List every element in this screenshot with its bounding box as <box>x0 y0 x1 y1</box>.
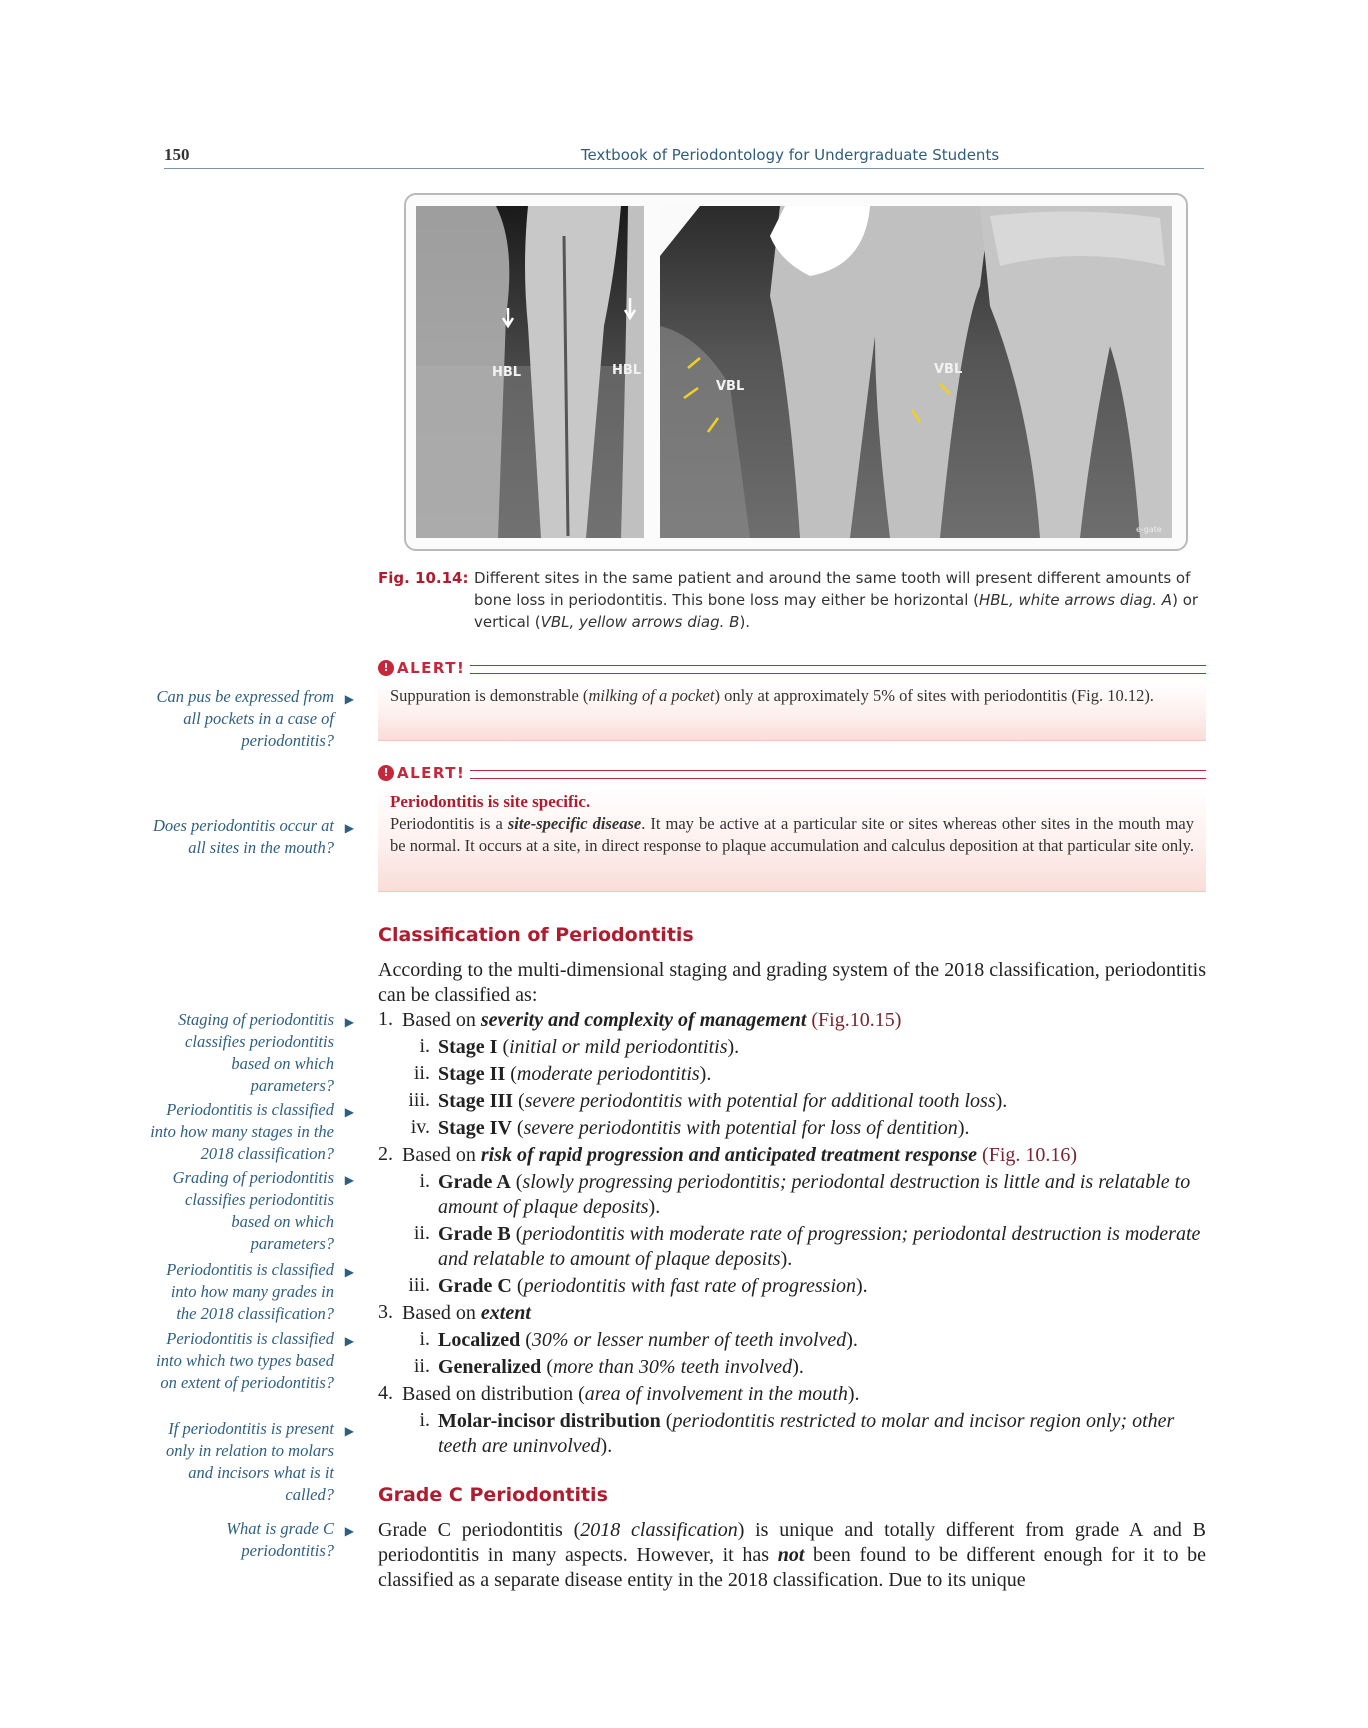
caption-italic: HBL, white arrows diag. A <box>979 591 1173 609</box>
margin-note: Staging of periodontitis classifies periodontitis based on which parameters? ▶ <box>178 1010 354 1095</box>
margin-note: Periodontitis is classified into how many stages in the 2018 classification? ▶ <box>150 1100 354 1163</box>
sub-item: Stage III (severe periodontitis with potential for additional tooth loss). <box>438 1090 1008 1112</box>
triangle-right-icon: ▶ <box>344 692 354 706</box>
margin-note: Grading of periodontitis classifies periodontitis based on which parameters? ▶ <box>172 1168 354 1253</box>
alert-icon: ! <box>378 765 394 781</box>
alert-header <box>378 763 1206 783</box>
alert-title: Periodontitis is site specific. <box>390 792 591 811</box>
sub-numeral: iii. <box>408 1274 430 1296</box>
triangle-right-icon: ▶ <box>344 1105 354 1119</box>
xray-a-label-1: HBL <box>492 365 522 380</box>
alert-italic: milking of a pocket <box>588 686 715 705</box>
sub-item: Grade A (slowly progressing periodontitis; periodontal destruction is little and is relatable to amount of plaque deposits). <box>438 1171 1191 1218</box>
alert-box-site-specific <box>378 788 1206 892</box>
page-number: 150 <box>164 145 190 164</box>
sub-numeral: i. <box>419 1328 430 1350</box>
triangle-right-icon: ▶ <box>344 1265 354 1279</box>
radiograph-a-image <box>416 206 644 538</box>
caption-italic: VBL, yellow arrows diag. B <box>540 613 740 631</box>
radiograph-a <box>416 206 644 538</box>
sub-numeral: ii. <box>413 1062 430 1084</box>
list-number: 1. <box>378 1008 393 1030</box>
margin-note: Can pus be expressed from all pockets in a case of periodontitis? ▶ <box>156 687 354 750</box>
caption-text: ). <box>739 613 751 631</box>
alert-box-suppuration <box>378 682 1206 741</box>
xray-b-corner-mark: e-gate <box>1136 525 1162 534</box>
alert-icon: ! <box>378 660 394 676</box>
triangle-right-icon: ▶ <box>344 1334 354 1348</box>
xray-b-label-2: VBL <box>934 362 963 377</box>
margin-note: Does periodontitis occur at all sites in the mouth? ▶ <box>152 816 354 857</box>
sub-numeral: i. <box>419 1170 430 1192</box>
triangle-right-icon: ▶ <box>344 1015 354 1029</box>
triangle-right-icon: ▶ <box>344 1424 354 1438</box>
triangle-right-icon: ▶ <box>344 821 354 835</box>
list-item: Based on severity and complexity of management (Fig.10.15) <box>402 1009 902 1031</box>
sub-item: Localized (30% or lesser number of teeth involved). <box>438 1329 858 1351</box>
figure-caption <box>378 567 1206 633</box>
list-item: Based on distribution (area of involvement in the mouth). <box>402 1383 860 1405</box>
triangle-right-icon: ▶ <box>344 1524 354 1538</box>
list-number: 4. <box>378 1382 393 1404</box>
radiograph-b <box>660 206 1172 538</box>
xray-b-label-1: VBL <box>716 379 745 394</box>
triangle-right-icon: ▶ <box>344 1173 354 1187</box>
figure-frame <box>404 193 1188 551</box>
section-heading: Grade C Periodontitis <box>378 1484 608 1506</box>
alert-text: . It may be active at a particular site or sites whereas other sites in the mouth may be normal. It occurs at a site, in direct response to plaque accumulation and calculus deposition at that particular site only. <box>390 814 1194 855</box>
sub-item: Stage IV (severe periodontitis with potential for loss of dentition). <box>438 1117 970 1139</box>
sub-numeral: i. <box>419 1035 430 1057</box>
grade-c-paragraph: Grade C periodontitis (2018 classification) is unique and totally different from grade A and B periodontitis in many aspects. However, it has not been found to be different enough for it to be classified as a separate disease entity in the 2018 classification. Due to its unique <box>378 1519 1207 1591</box>
list-item: Based on extent <box>402 1302 531 1324</box>
margin-note: Periodontitis is classified into which two types based on extent of periodontitis? ▶ <box>156 1329 354 1392</box>
caption-text: Different sites in the same patient and around the same tooth will present different amounts of bone loss in periodontitis. This bone loss may either be horizontal ( <box>474 569 1191 609</box>
sub-item: Molar-incisor distribution (periodontitis restricted to molar and incisor region only; other teeth are uninvolved). <box>438 1410 1175 1457</box>
caption-text: ) or vertical ( <box>474 591 1199 631</box>
sub-numeral: ii. <box>413 1355 430 1377</box>
list-number: 2. <box>378 1143 393 1165</box>
sub-item: Stage I (initial or mild periodontitis). <box>438 1036 740 1058</box>
caption-label: Fig. 10.14: <box>378 569 469 587</box>
alert-header <box>378 658 1206 678</box>
sub-numeral: iii. <box>408 1089 430 1111</box>
margin-note: Periodontitis is classified into how many grades in the 2018 classification? ▶ <box>166 1260 354 1323</box>
section-heading: Classification of Periodontitis <box>378 924 694 946</box>
header-rule <box>164 168 1204 169</box>
list-item: Based on risk of rapid progression and anticipated treatment response (Fig. 10.16) <box>402 1144 1078 1166</box>
intro-paragraph: According to the multi-dimensional staging and grading system of the 2018 classification, periodontitis can be classified as: <box>378 959 1206 1006</box>
margin-note: What is grade C periodontitis? ▶ <box>226 1519 354 1560</box>
running-head: Textbook of Periodontology for Undergraduate Students <box>580 146 1000 164</box>
radiograph-b-image <box>660 206 1172 538</box>
list-number: 3. <box>378 1301 393 1323</box>
alert-text: Suppuration is demonstrable ( <box>390 686 589 705</box>
sub-numeral: i. <box>419 1409 430 1431</box>
sub-numeral: iv. <box>410 1116 430 1138</box>
alert-bold-italic: site-specific disease <box>507 814 642 833</box>
sub-item: Stage II (moderate periodontitis). <box>438 1063 712 1085</box>
alert-text: Periodontitis is a <box>390 814 508 833</box>
sub-numeral: ii. <box>413 1222 430 1244</box>
xray-a-label-2: HBL <box>612 363 642 378</box>
sub-item: Generalized (more than 30% teeth involved). <box>438 1356 804 1378</box>
alert-word: ALERT! <box>397 764 466 782</box>
margin-note: If periodontitis is present only in relation to molars and incisors what is it called? ▶ <box>165 1419 354 1504</box>
alert-word: ALERT! <box>397 659 466 677</box>
sub-item: Grade C (periodontitis with fast rate of progression). <box>438 1275 868 1297</box>
sub-item: Grade B (periodontitis with moderate rate of progression; periodontal destruction is moderate and relatable to amount of plaque deposits). <box>438 1223 1201 1270</box>
alert-text: ) only at approximately 5% of sites with periodontitis (Fig. 10.12). <box>714 686 1154 705</box>
